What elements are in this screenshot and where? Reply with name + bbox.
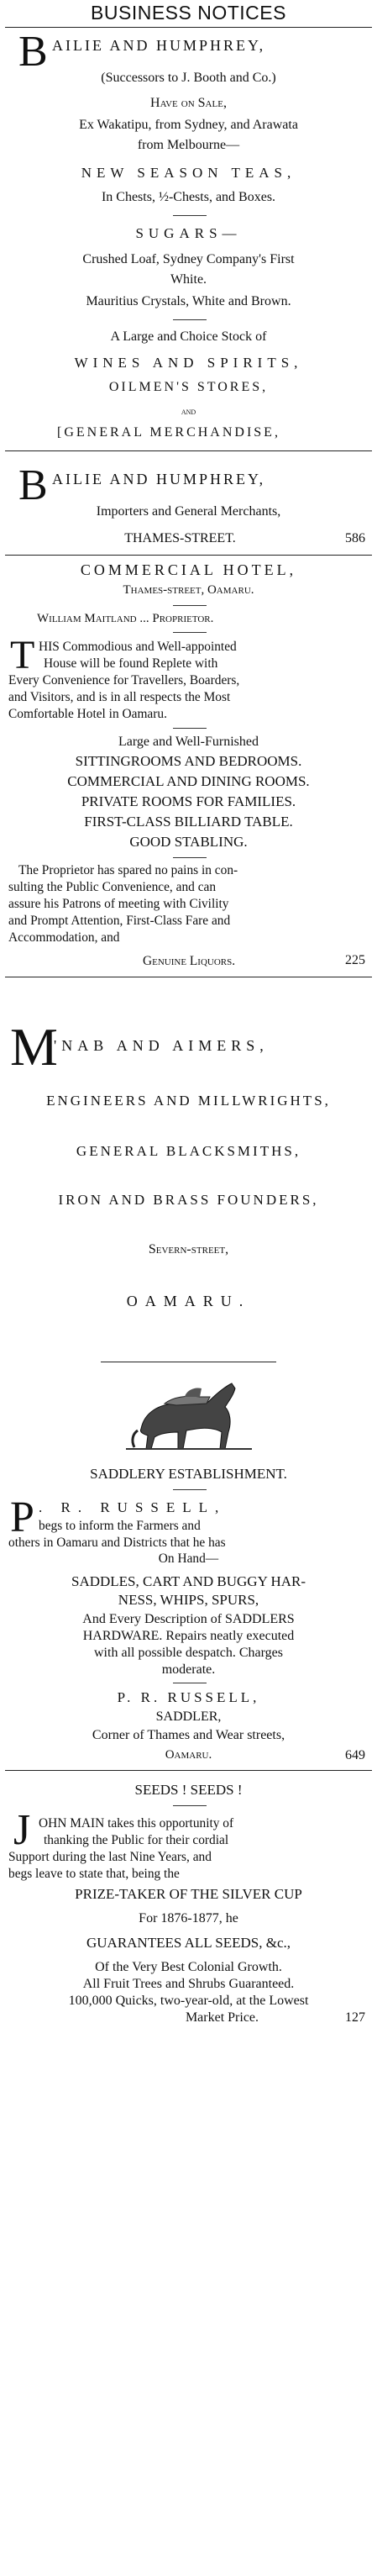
- growth-line: Of the Very Best Colonial Growth.: [95, 1960, 282, 1974]
- description-line-3: with all possible despatch. Charges: [94, 1646, 283, 1660]
- firm-name: AILIE AND HUMPHREY,: [52, 471, 266, 487]
- horse-engraving-icon: [126, 1378, 252, 1451]
- short-divider: [173, 215, 207, 216]
- on-sale-line: Have on Sale,: [150, 96, 227, 110]
- seeds-paragraph-line: thanking the Public for their cordial: [44, 1833, 229, 1847]
- feature-line: Large and Well-Furnished: [118, 735, 259, 749]
- saddlery-heading: SADDLERY ESTABLISHMENT.: [90, 1466, 287, 1482]
- quicks-line: 100,000 Quicks, two-year-old, at the Lowest: [68, 1994, 309, 2008]
- signature-name: P. R. RUSSELL,: [117, 1689, 260, 1705]
- sugars-detail-2: White.: [170, 272, 207, 287]
- drop-cap: T: [10, 633, 35, 677]
- seeds-paragraph-line: Support during the last Nine Years, and: [8, 1850, 212, 1864]
- saddles-line: SADDLES, CART AND BUGGY HAR-: [71, 1573, 306, 1589]
- ad-divider: [5, 1770, 372, 1771]
- hotel-address: Thames-street, Oamaru.: [123, 583, 254, 597]
- wines-heading: WINES AND SPIRITS,: [74, 355, 303, 371]
- genuine-liquors: Genuine Liquors.: [143, 954, 236, 968]
- seeds-paragraph-line: OHN MAIN takes this opportunity of: [39, 1816, 234, 1831]
- hotel-closing-line: sulting the Public Convenience, and can: [8, 880, 217, 894]
- hotel-closing-line: Accommodation, and: [8, 930, 120, 945]
- header-divider: [5, 27, 372, 28]
- sugars-detail: Crushed Loaf, Sydney Company's First: [82, 252, 295, 266]
- feature-line: COMMERCIAL AND DINING ROOMS.: [67, 773, 310, 789]
- saddlery-paragraph-line: begs to inform the Farmers and: [39, 1519, 201, 1533]
- sugars-detail-3: Mauritius Crystals, White and Brown.: [86, 294, 291, 308]
- sugars-heading: SUGARS—: [135, 225, 242, 241]
- hotel-closing-line: assure his Patrons of meeting with Civility: [8, 897, 229, 911]
- successors-line: (Successors to J. Booth and Co.): [101, 71, 276, 85]
- short-divider: [173, 605, 207, 606]
- hotel-paragraph-line: HIS Commodious and Well-appointed: [39, 640, 237, 654]
- short-divider: [173, 1805, 207, 1806]
- feature-line: PRIVATE ROOMS FOR FAMILIES.: [81, 793, 296, 809]
- saddles-line-2: NESS, WHIPS, SPURS,: [118, 1592, 259, 1608]
- prize-line: PRIZE-TAKER OF THE SILVER CUP: [75, 1886, 302, 1902]
- merchandise-line: [GENERAL MERCHANDISE,: [57, 425, 280, 440]
- signature-town: Oamaru.: [165, 1748, 212, 1762]
- stock-intro: A Large and Choice Stock of: [110, 329, 267, 344]
- hotel-name: COMMERCIAL HOTEL,: [80, 561, 297, 578]
- firm-name: AILIE AND HUMPHREY,: [52, 37, 266, 54]
- short-divider: [173, 632, 207, 633]
- short-divider: [173, 728, 207, 729]
- ad-number: 649: [345, 1748, 365, 1762]
- saddlery-paragraph-line: On Hand—: [158, 1551, 219, 1566]
- drop-cap: B: [18, 28, 48, 76]
- street-line: THAMES-STREET.: [124, 531, 236, 545]
- ad-number: 586: [345, 531, 365, 545]
- blacksmiths-line: GENERAL BLACKSMITHS,: [76, 1143, 301, 1159]
- description-line-2: HARDWARE. Repairs neatly executed: [82, 1629, 295, 1643]
- price-line: Market Price.: [185, 2010, 259, 2025]
- ad-number: 225: [345, 953, 365, 967]
- founders-line: IRON AND BRASS FOUNDERS,: [58, 1192, 319, 1208]
- year-line: For 1876-1877, he: [139, 1911, 238, 1925]
- proprietor-line: William Maitland ... Proprietor.: [37, 612, 214, 625]
- short-divider: [173, 1489, 207, 1490]
- shipment-line-2: from Melbourne—: [137, 138, 240, 152]
- drop-cap: B: [18, 461, 48, 509]
- seeds-heading: SEEDS ! SEEDS !: [134, 1782, 243, 1798]
- hotel-paragraph-line: House will be found Replete with: [44, 656, 218, 671]
- ad-number: 127: [345, 2010, 365, 2025]
- teas-detail: In Chests, ½-Chests, and Boxes.: [101, 190, 276, 204]
- description-line: And Every Description of SADDLERS: [82, 1612, 295, 1626]
- and-line: and: [181, 405, 196, 417]
- drop-cap: J: [13, 1806, 31, 1854]
- feature-line: GOOD STABLING.: [129, 834, 248, 850]
- seeds-paragraph-line: begs leave to state that, being the: [8, 1867, 180, 1881]
- feature-line: SITTINGROOMS AND BEDROOMS.: [75, 753, 302, 769]
- hotel-paragraph-line: Comfortable Hotel in Oamaru.: [8, 707, 167, 721]
- short-divider: [173, 857, 207, 858]
- firm-name: 'NAB AND AIMERS,: [54, 1037, 269, 1054]
- hotel-closing-line: The Proprietor has spared no pains in con-: [18, 863, 238, 877]
- page-title: BUSINESS NOTICES: [91, 2, 286, 24]
- hotel-paragraph-line: Every Convenience for Travellers, Boarders,: [8, 673, 240, 687]
- drop-cap: M: [10, 1017, 58, 1077]
- trees-line: All Fruit Trees and Shrubs Guaranteed.: [82, 1977, 295, 1991]
- importers-line: Importers and General Merchants,: [96, 504, 281, 519]
- guarantee-line: GUARANTEES ALL SEEDS, &c.,: [86, 1935, 291, 1951]
- short-divider: [173, 319, 207, 320]
- teas-heading: NEW SEASON TEAS,: [81, 165, 296, 181]
- ad-divider: [5, 450, 372, 451]
- ad-divider: [5, 555, 372, 556]
- saddlery-paragraph-line: others in Oamaru and Districts that he has: [8, 1536, 226, 1550]
- drop-cap: P: [10, 1493, 34, 1541]
- feature-line: FIRST-CLASS BILLIARD TABLE.: [84, 814, 293, 830]
- hotel-closing-line: and Prompt Attention, First-Class Fare and: [8, 914, 231, 928]
- street-line: Severn-street,: [148, 1242, 229, 1256]
- engineers-line: ENGINEERS AND MILLWRIGHTS,: [46, 1093, 331, 1109]
- oilmen-line: OILMEN'S STORES,: [108, 380, 269, 394]
- hotel-paragraph-line: and Visitors, and is in all respects the Most: [8, 690, 231, 704]
- description-line-4: moderate.: [161, 1662, 216, 1677]
- signature-trade: SADDLER,: [155, 1709, 222, 1724]
- signature-address: Corner of Thames and Wear streets,: [92, 1728, 285, 1742]
- town-line: OAMARU.: [126, 1293, 251, 1309]
- shipment-line: Ex Wakatipu, from Sydney, and Arawata: [79, 118, 298, 132]
- name-line: . R. RUSSELL,: [39, 1499, 227, 1515]
